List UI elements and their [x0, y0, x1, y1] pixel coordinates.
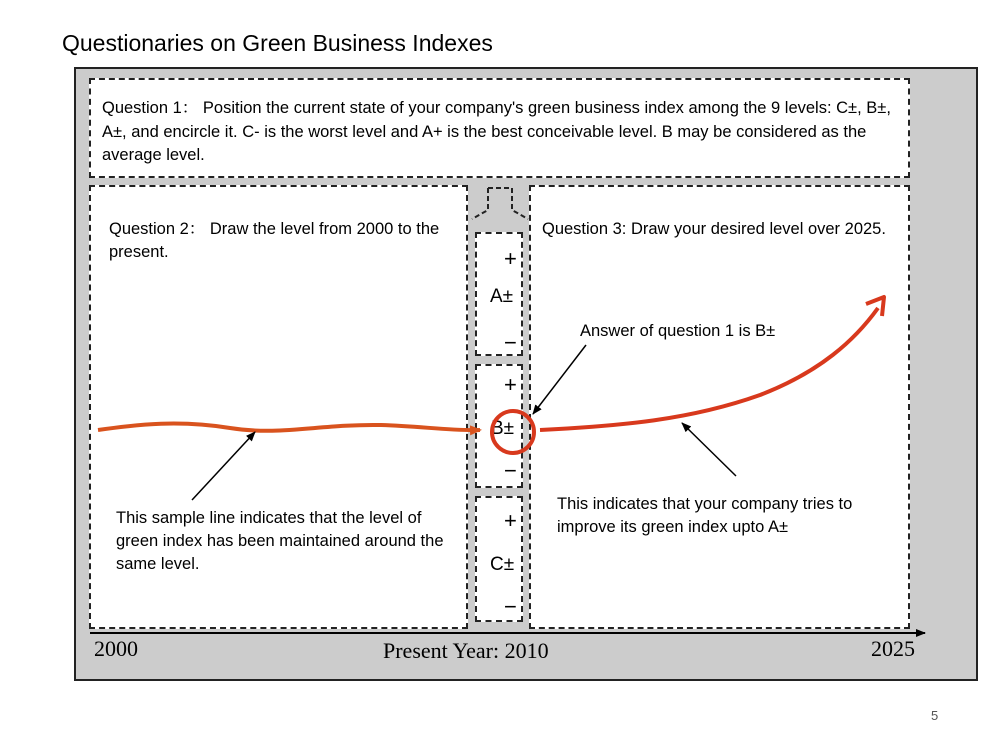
level-a-label: A± [490, 286, 514, 307]
level-b-minus: − [504, 458, 517, 483]
page-number: 5 [931, 708, 939, 723]
slide-title: Questionaries on Green Business Indexes [62, 30, 493, 56]
level-a-plus: + [504, 246, 517, 271]
answer-pointer [533, 345, 586, 414]
level-b-label: B± [491, 418, 515, 439]
level-c-minus: − [504, 594, 517, 619]
sample-pointer [192, 432, 255, 500]
level-a-minus: − [504, 330, 517, 355]
sample-line-note: This sample line indicates that the level of green index has been maintained around the same level. [116, 509, 444, 573]
timeline-present: Present Year: 2010 [383, 638, 549, 663]
timeline-end: 2025 [871, 636, 915, 661]
question2-text: Question 2： Draw the level from 2000 to the present. [109, 220, 440, 261]
question1-text: Question 1： Position the current state of your company's green business index among the 9 levels: C±, B±, A±, and encircle it. C- is the worst level and A+ is the best conceivable level. B may be considered as the average level. [102, 99, 891, 164]
answer-note: Answer of question 1 is B± [580, 322, 776, 340]
improve-note: This indicates that your company tries to improve its green index upto A± [557, 495, 853, 536]
desired-line [540, 308, 878, 430]
level-c-plus: + [504, 508, 517, 533]
question3-text: Question 3: Draw your desired level over 2025. [542, 220, 886, 238]
sample-line [98, 424, 480, 431]
improve-pointer [682, 423, 736, 476]
timeline-start: 2000 [94, 636, 138, 661]
level-c-label: C± [490, 554, 515, 575]
level-b-plus: + [504, 372, 517, 397]
answer-circle [492, 411, 534, 453]
